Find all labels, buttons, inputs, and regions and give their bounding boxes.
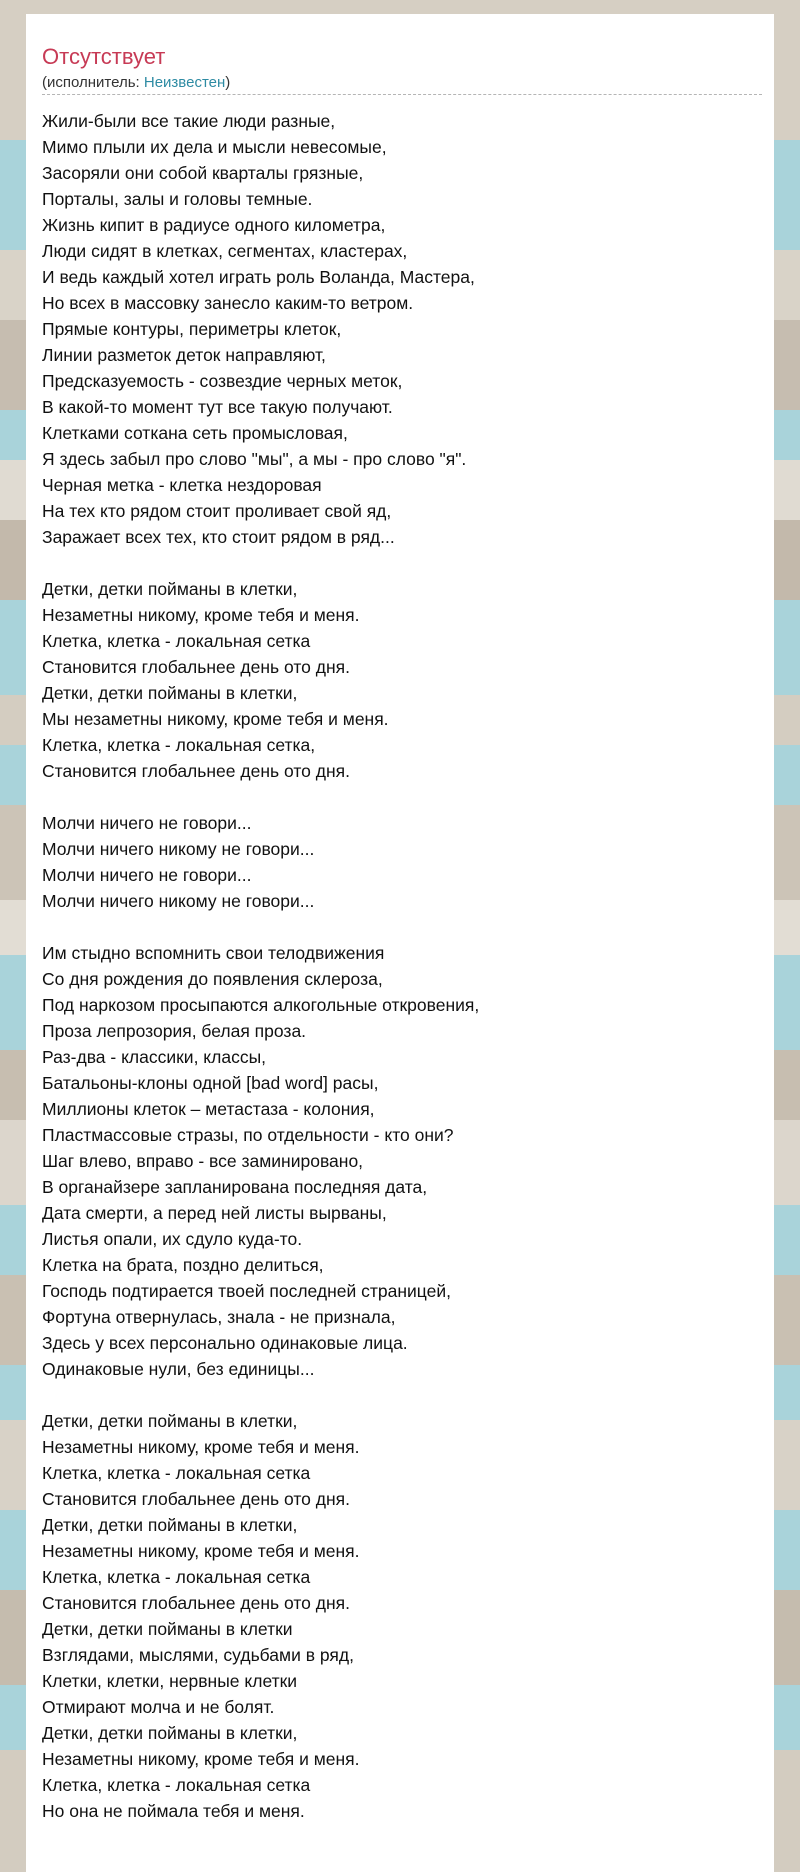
stanza-gap <box>42 550 762 576</box>
lyric-line: Жили-были все такие люди разные, <box>42 111 336 131</box>
lyric-line: Взглядами, мыслями, судьбами в ряд, <box>42 1645 354 1665</box>
lyric-line: Фортуна отвернулась, знала - не признала, <box>42 1307 396 1327</box>
lyric-line: Становится глобальнее день ото дня. <box>42 1489 350 1509</box>
lyric-line: Мимо плыли их дела и мысли невесомые, <box>42 137 387 157</box>
lyric-line: Детки, детки пойманы в клетки, <box>42 1411 298 1431</box>
lyric-line: Молчи ничего не говори... <box>42 865 252 885</box>
lyric-line: Незаметны никому, кроме тебя и меня. <box>42 1541 360 1561</box>
lyric-line: Клетками соткана сеть промысловая, <box>42 423 348 443</box>
lyric-line: Молчи ничего не говори... <box>42 813 252 833</box>
lyric-line: Пластмассовые стразы, по отдельности - кто они? <box>42 1125 454 1145</box>
lyric-line: Детки, детки пойманы в клетки, <box>42 683 298 703</box>
lyric-line: Жизнь кипит в радиусе одного километра, <box>42 215 386 235</box>
lyric-line: Становится глобальнее день ото дня. <box>42 1593 350 1613</box>
lyric-line: Под наркозом просыпаются алкогольные откровения, <box>42 995 480 1015</box>
lyric-line: Батальоны-клоны одной [bad word] расы, <box>42 1073 379 1093</box>
lyric-line: Шаг влево, вправо - все заминировано, <box>42 1151 364 1171</box>
artist-link[interactable]: Неизвестен <box>143 74 226 91</box>
lyric-line: Клетка, клетка - локальная сетка <box>42 1567 311 1587</box>
song-title: Отсутствует <box>42 44 166 69</box>
lyric-line: Клетки, клетки, нервные клетки <box>42 1671 298 1691</box>
lyric-line: Мы незаметны никому, кроме тебя и меня. <box>42 709 389 729</box>
lyrics-card <box>26 14 774 1872</box>
lyric-line: Дата смерти, а перед ней листы вырваны, <box>42 1203 387 1223</box>
lyric-line: На тех кто рядом стоит проливает свой яд, <box>42 501 392 521</box>
lyric-line: Проза лепрозория, белая проза. <box>42 1021 307 1041</box>
title-divider <box>42 94 762 95</box>
stanza-gap <box>42 1382 762 1408</box>
lyric-line: Заражает всех тех, кто стоит рядом в ряд... <box>42 527 395 547</box>
lyric-line: Клетка, клетка - локальная сетка <box>42 631 311 651</box>
artist-line <box>42 74 230 92</box>
lyric-line: Одинаковые нули, без единицы... <box>42 1359 315 1379</box>
lyric-line: Отмирают молча и не болят. <box>42 1697 275 1717</box>
lyric-line: Люди сидят в клетках, сегментах, кластерах, <box>42 241 408 261</box>
lyric-line: Листья опали, их сдуло куда-то. <box>42 1229 303 1249</box>
lyric-line: Детки, детки пойманы в клетки <box>42 1619 293 1639</box>
stanza-gap <box>42 784 762 810</box>
lyric-line: Но всех в массовку занесло каким-то ветром. <box>42 293 414 313</box>
lyric-line: Прямые контуры, периметры клеток, <box>42 319 342 339</box>
lyric-line: Детки, детки пойманы в клетки, <box>42 1723 298 1743</box>
lyric-line: Порталы, залы и головы темные. <box>42 189 313 209</box>
lyric-line: Детки, детки пойманы в клетки, <box>42 1515 298 1535</box>
lyric-line: Молчи ничего никому не говори... <box>42 839 315 859</box>
artist-suffix: ) <box>225 74 231 91</box>
lyric-line: Господь подтирается твоей последней страницей, <box>42 1281 452 1301</box>
lyric-line: Клетка, клетка - локальная сетка <box>42 1463 311 1483</box>
lyric-line: Молчи ничего никому не говори... <box>42 891 315 911</box>
lyric-line: Предсказуемость - созвездие черных меток, <box>42 371 403 391</box>
lyric-line: Становится глобальнее день ото дня. <box>42 657 350 677</box>
lyric-line: Я здесь забыл про слово "мы", а мы - про слово "я". <box>42 449 467 469</box>
lyric-line: Незаметны никому, кроме тебя и меня. <box>42 1437 360 1457</box>
lyric-line: Детки, детки пойманы в клетки, <box>42 579 298 599</box>
lyric-line: Миллионы клеток – метастаза - колония, <box>42 1099 375 1119</box>
stanza-gap <box>42 914 762 940</box>
lyric-line: Незаметны никому, кроме тебя и меня. <box>42 605 360 625</box>
lyric-line: Со дня рождения до появления склероза, <box>42 969 383 989</box>
lyric-line: И ведь каждый хотел играть роль Воланда, Мастера, <box>42 267 475 287</box>
lyrics-body <box>42 108 762 1824</box>
lyric-line: Черная метка - клетка нездоровая <box>42 475 322 495</box>
lyric-line: В органайзере запланирована последняя дата, <box>42 1177 428 1197</box>
artist-prefix: (исполнитель: <box>42 74 144 91</box>
lyric-line: Клетка, клетка - локальная сетка <box>42 1775 311 1795</box>
lyric-line: В какой-то момент тут все такую получают. <box>42 397 393 417</box>
lyric-line: Клетка, клетка - локальная сетка, <box>42 735 316 755</box>
lyric-line: Незаметны никому, кроме тебя и меня. <box>42 1749 360 1769</box>
lyric-line: Линии разметок деток направляют, <box>42 345 326 365</box>
lyric-line: Раз-два - классики, классы, <box>42 1047 267 1067</box>
lyric-line: Но она не поймала тебя и меня. <box>42 1801 305 1821</box>
lyric-line: Клетка на брата, поздно делиться, <box>42 1255 324 1275</box>
lyric-line: Здесь у всех персонально одинаковые лица. <box>42 1333 408 1353</box>
lyric-line: Засоряли они собой кварталы грязные, <box>42 163 364 183</box>
lyric-line: Становится глобальнее день ото дня. <box>42 761 350 781</box>
lyric-line: Им стыдно вспомнить свои телодвижения <box>42 943 385 963</box>
